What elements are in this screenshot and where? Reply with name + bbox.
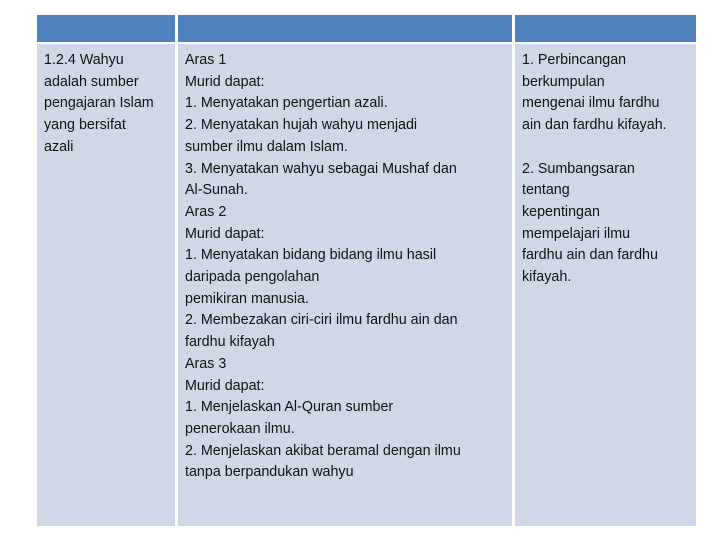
cell-line: 2. Membezakan ciri-ciri ilmu fardhu ain dan [185,312,458,329]
cell-line: 1.2.4 Wahyu [44,52,124,68]
cell-line: mempelajari ilmu [522,225,631,242]
cell-line: 2. Sumbangsaran [522,160,635,177]
cell-line: daripada pengolahan [185,269,320,286]
cell-line: 1. Perbincangan [522,52,627,68]
cell-line: Aras 1 [185,52,227,68]
cell-line: Murid dapat: [185,225,265,242]
cell-line: Al-Sunah. [185,182,248,199]
cell-line: berkumpulan [522,73,605,90]
cell-line: sumber ilmu dalam Islam. [185,138,348,155]
cell-line: kifayah. [522,269,572,286]
cell-line: fardhu kifayah [185,334,275,351]
objectives-cell [178,44,512,526]
cell-line: Murid dapat: [185,377,265,394]
cell-line: ain dan fardhu kifayah. [522,117,667,134]
cell-line: Murid dapat: [185,73,265,90]
cell-line: 1. Menyatakan bidang bidang ilmu hasil [185,247,437,264]
cell-line: tentang [522,182,570,199]
cell-line: 3. Menyatakan wahyu sebagai Mushaf dan [185,160,457,177]
cell-line: adalah sumber [44,73,139,90]
cell-line: kepentingan [522,203,600,220]
cell-line: yang bersifat [44,117,126,134]
cell-line: pengajaran Islam [44,95,154,112]
header-cell-activities [515,15,696,42]
activities-cell [515,44,696,526]
cell-line: tanpa berpandukan wahyu [185,464,354,481]
cell-line: Aras 3 [185,355,227,372]
header-cell-topic [37,15,175,42]
cell-line: Aras 2 [185,203,227,220]
header-cell-objectives [178,15,512,42]
blank-line [522,137,692,159]
cell-line: fardhu ain dan fardhu [522,247,658,264]
cell-line: 2. Menyatakan hujah wahyu menjadi [185,117,418,134]
cell-line: pemikiran manusia. [185,290,309,307]
topic-cell [37,44,175,526]
cell-line: 1. Menjelaskan Al-Quran sumber [185,399,394,416]
cell-line: 1. Menyatakan pengertian azali. [185,95,388,112]
curriculum-table [37,15,696,526]
cell-line: azali [44,138,74,155]
cell-line: mengenai ilmu fardhu [522,95,660,112]
cell-line: 2. Menjelaskan akibat beramal dengan ilmu [185,442,461,459]
cell-line: penerokaan ilmu. [185,420,295,437]
